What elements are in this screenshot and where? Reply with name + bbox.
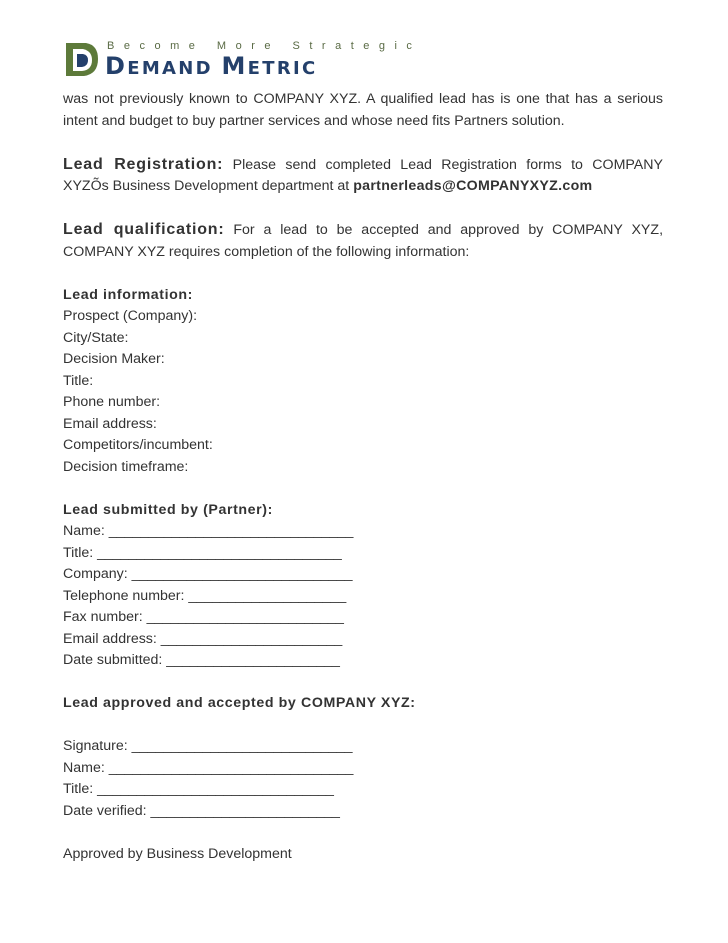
lead-info-field: City/State: (63, 329, 129, 346)
footer-text: Approved by Business Development (63, 845, 292, 862)
lead-info-field: Competitors/incumbent: (63, 437, 213, 453)
intro-paragraph: was not previously known to COMPANY XYZ. A qualified lead has is one that has a serious intent and budget to buy partner services and whose need fits Partners solution. (63, 91, 663, 129)
logo-wordmark: DEMAND METRIC (105, 52, 318, 80)
lead-info-field: Decision Maker: (63, 351, 165, 367)
approved-field: Name: _______________________________ (63, 759, 354, 776)
document-body (63, 89, 663, 865)
approved-field: Date verified: ________________________ (63, 802, 340, 819)
lead-info-field: Phone number: (63, 394, 161, 410)
submitted-field: Date submitted: ______________________ (63, 652, 340, 668)
logo-tagline: Become More Strategic (107, 40, 422, 52)
lead-info-field: Title: (63, 372, 94, 389)
qualification-text: For a lead to be accepted and approved by COMPANY XYZ, COMPANY XYZ requires completion of the following information: (63, 222, 664, 260)
approved-field: Signature: ____________________________ (63, 738, 353, 754)
lead-info-field: Decision timeframe: (63, 458, 189, 475)
submitted-heading: Lead submitted by (Partner): (63, 501, 273, 518)
lead-info-field: Email address: (63, 415, 157, 432)
demand-metric-logo (64, 40, 422, 80)
registration-text: Please send completed Lead Registration forms to COMPANY XYZÕs Business Development department at (63, 156, 663, 194)
registration-heading: Lead Registration: (63, 155, 224, 173)
submitted-field: Email address: _______________________ (63, 630, 343, 647)
submitted-field: Name: _______________________________ (63, 523, 354, 539)
submitted-field: Title: _______________________________ (63, 544, 342, 561)
registration-email[interactable]: partnerleads@COMPANYXYZ.com (353, 178, 593, 194)
demand-metric-logo-icon (64, 41, 100, 77)
submitted-field: Telephone number: ____________________ (63, 587, 347, 604)
qualification-paragraph (63, 219, 663, 263)
registration-paragraph (63, 154, 663, 198)
approved-field: Title: ______________________________ (63, 781, 334, 797)
lead-info-heading: Lead information: (63, 286, 194, 303)
submitted-field: Fax number: _________________________ (63, 609, 344, 625)
approved-heading: Lead approved and accepted by COMPANY XYZ: (63, 695, 416, 711)
submitted-field: Company: ____________________________ (63, 566, 353, 582)
lead-info-field: Prospect (Company): (63, 308, 198, 324)
qualification-heading: Lead qualification: (63, 221, 225, 238)
